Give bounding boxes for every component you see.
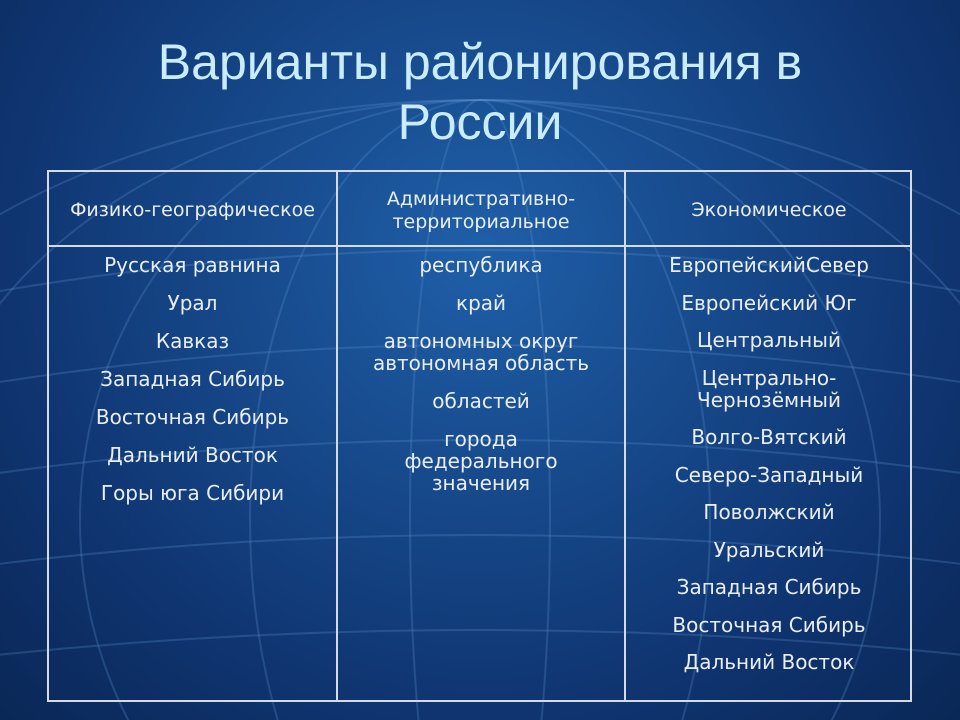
list-item: Центральный (697, 328, 841, 352)
list-item: Западная Сибирь (100, 367, 285, 391)
regionalization-table (47, 170, 912, 702)
list-item: автономных округ автономная область (372, 329, 590, 375)
list-item: ЕвропейскийСевер (669, 253, 869, 277)
list-item: Урал (167, 291, 218, 315)
list-item: край (455, 291, 507, 315)
list-item: Западная Сибирь (676, 575, 862, 599)
list-item: Восточная Сибирь (95, 405, 290, 429)
list-item: Европейский Юг (681, 290, 857, 315)
list-item: Кавказ (155, 329, 230, 353)
list-item: республика (419, 253, 543, 277)
list-item: Дальний Восток (107, 443, 278, 467)
list-item: Центрально-Чернозёмный (697, 365, 841, 412)
list-item: Северо-Западный (674, 462, 864, 487)
list-item: Восточная Сибирь (672, 612, 866, 637)
column-economic (626, 247, 912, 689)
list-item: Уральский (713, 537, 825, 562)
header-economic: Экономическое (691, 199, 847, 221)
list-item: Поволжский (703, 500, 835, 524)
list-item: Волго-Вятский (691, 425, 847, 449)
list-item: города федерального значения (404, 427, 558, 495)
list-item: областей (432, 389, 530, 413)
header-physical-geographic: Физико-географическое (70, 199, 315, 221)
list-item: Русская равнина (104, 253, 281, 277)
column-administrative-territorial (338, 247, 624, 510)
list-item: Горы юга Сибири (100, 481, 285, 505)
header-administrative-territorial: Административно-территориальное (386, 187, 576, 233)
list-item: Дальний Восток (683, 650, 855, 674)
column-physical-geographic (49, 247, 336, 520)
slide-title: Варианты районирования в России (157, 34, 803, 150)
